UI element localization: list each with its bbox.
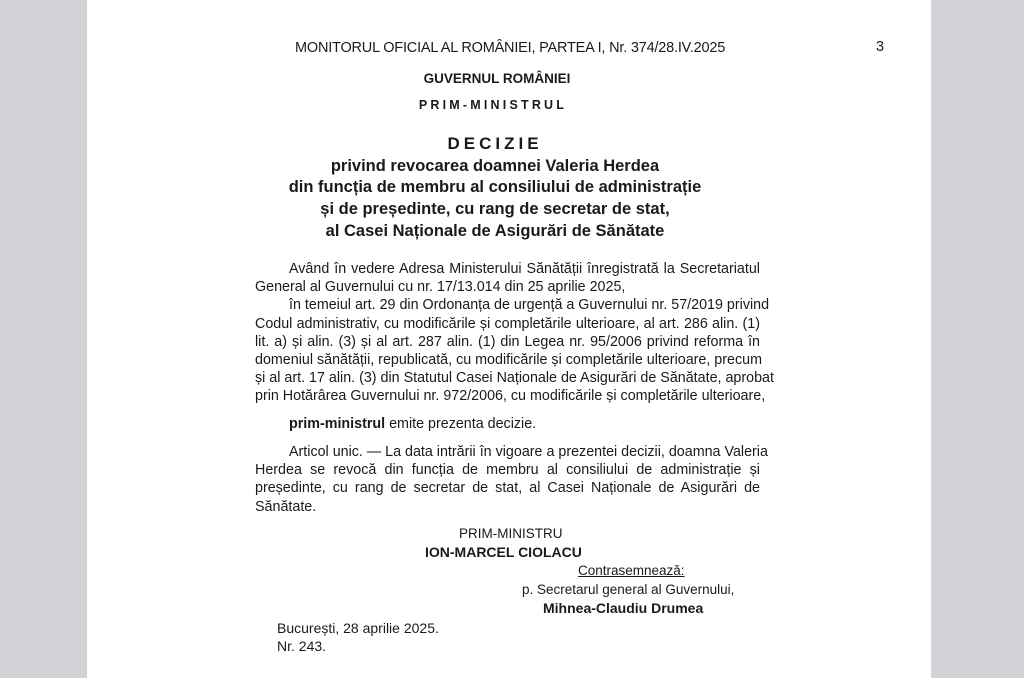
document-page [87,0,931,678]
preamble-line: în temeiul art. 29 din Ordonanța de urgență a Guvernului nr. 57/2019 privind [289,297,770,314]
preamble-line: lit. a) și alin. (3) și al art. 287 alin. (1) din Legea nr. 95/2006 privind reforma în [255,333,760,350]
page-number: 3 [876,39,885,55]
countersign-name: Mihnea-Claudiu Drumea [543,600,704,616]
article-line: Sănătate. [255,498,317,515]
pm-title: PRIM-MINISTRU [459,526,563,541]
preamble-line: domeniul sănătății, republicată, cu modificările și completările ulterioare, precum [255,352,762,369]
decision-title: DECIZIE [447,134,543,153]
government-heading: GUVERNUL ROMÂNIEI [423,71,571,86]
pm-name: ION-MARCEL CIOLACU [425,544,582,560]
decision-subtitle-line: al Casei Naționale de Asigurări de Sănătate [325,222,665,240]
preamble-line: și al art. 17 alin. (3) din Statutul Casei Naționale de Asigurări de Sănătate, aprobat [255,370,774,387]
decision-subtitle-line: din funcția de membru al consiliului de administrație [288,178,702,196]
preamble-line: prin Hotărârea Guvernului nr. 972/2006, cu modificările și completările ulterioare, [255,388,766,405]
publication-header: MONITORUL OFICIAL AL ROMÂNIEI, PARTEA I, Nr. 374/28.IV.2025 [295,40,726,56]
office-heading: PRIM-MINISTRUL [418,98,568,112]
enactment-text: emite prezenta decizie. [385,416,537,432]
countersign-role: p. Secretarul general al Guvernului, [522,582,735,597]
place-date: București, 28 aprilie 2025. [277,620,439,636]
preamble [255,260,774,406]
preamble-line: General al Guvernului cu nr. 17/13.014 din 25 aprilie 2025, [255,279,626,296]
decision-subtitle-line: și de președinte, cu rang de secretar de stat, [320,200,670,218]
enactment-clause [255,415,760,433]
enactment-subject: prim-ministrul [289,416,386,432]
article-line: președinte, cu rang de secretar de stat, al Casei Naționale de Asigurări de [255,480,760,497]
decision-number: Nr. 243. [277,638,327,654]
article-line: Herdea se revocă din funcția de membru al consiliului de administrație și [255,462,760,479]
decision-subtitle-line: privind revocarea doamnei Valeria Herdea [330,157,660,175]
preamble-line: Codul administrativ, cu modificările și completările ulterioare, al art. 286 alin. (1) [255,315,760,332]
article-line: Articol unic. — La data intrării în vigoare a prezentei decizii, doamna Valeria [289,444,768,460]
article-unic [255,443,768,516]
preamble-line: Având în vedere Adresa Ministerului Sănătății înregistrată la Secretariatul [289,261,760,277]
countersign-label: Contrasemnează: [578,563,685,578]
